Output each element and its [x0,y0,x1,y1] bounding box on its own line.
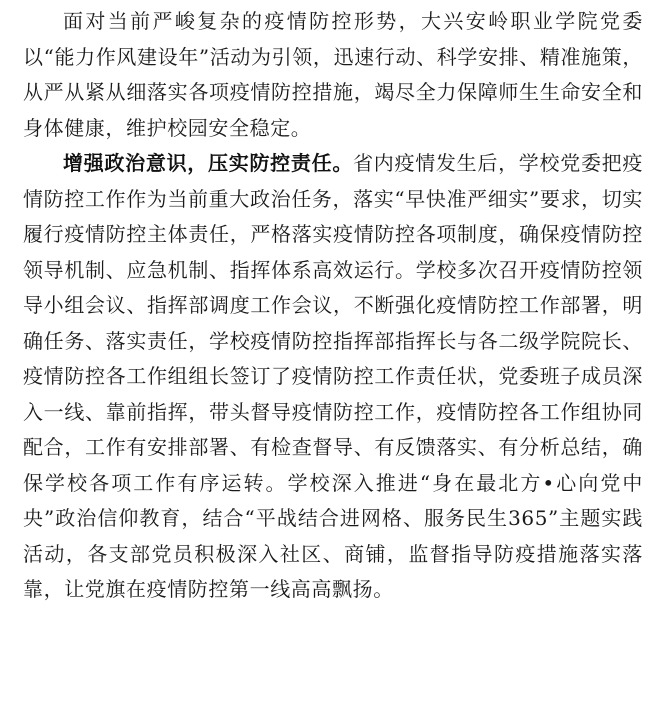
paragraph-political-awareness [23,146,643,608]
paragraph-political-awareness-text: 省内疫情发生后，学校党委把疫情防控工作作为当前重大政治任务，落实“早快准严细实”要求，切实履行疫情防控主体责任，严格落实疫情防控各项制度，确保疫情防控领导机制、应急机制、指挥体系高效运行。学校多次召开疫情防控领导小组会议、指挥部调度工作会议，不断强化疫情防控工作部署，明确任务、落实责任，学校疫情防控指挥部指挥长与各二级学院院长、疫情防控各工作组组长签订了疫情防控工作责任状，党委班子成员深入一线、靠前指挥，带头督导疫情防控工作，疫情防控各工作组协同配合，工作有安排部署、有检查督导、有反馈落实、有分析总结，确保学校各项工作有序运转。学校深入推进“身在最北方•心向党中央”政治信仰教育，结合“平战结合进网格、服务民生365”主题实践活动，各支部党员积极深入社区、商铺，监督指导防疫措施落实落靠，让党旗在疫情防控第一线高高飘扬。 [23,151,643,601]
document-body [23,4,643,608]
paragraph-intro-text: 面对当前严峻复杂的疫情防控形势，大兴安岭职业学院党委以“能力作风建设年”活动为引领，迅速行动、科学安排、精准施策，从严从紧从细落实各项疫情防控措施，竭尽全力保障师生生命安全和身体健康，维护校园安全稳定。 [23,9,643,140]
paragraph-heading: 增强政治意识，压实防控责任。 [63,151,354,175]
paragraph-intro [23,4,643,146]
